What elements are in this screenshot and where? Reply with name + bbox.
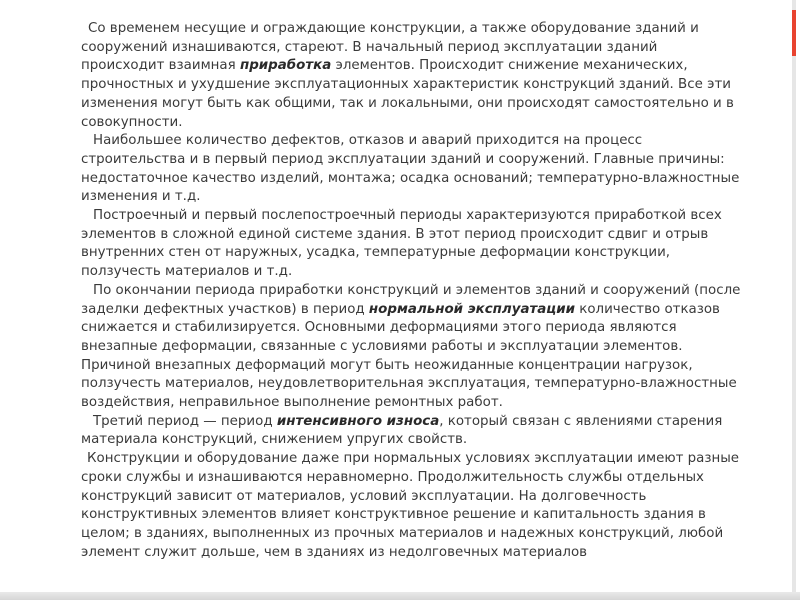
paragraph-construction-periods: Построечный и первый послепостроечный периоды характеризуются приработкой всех элементов в сложной единой системе здания. В этот период происходит сдвиг и отрыв внутренних стен от наружных, усадка, температурные деформации конструкции, ползучесть материалов и т.д. bbox=[81, 208, 722, 280]
paragraph-text: элементов. Происходит снижение механических, прочностных и ухудшение эксплуатационных характеристик конструкций зданий. Все эти изменения могут быть как общими, так и локальными, они происходят самостоятельно и в совокупности. bbox=[81, 58, 734, 130]
paragraph-normal-operation bbox=[81, 282, 741, 413]
paragraph-text: По окончании периода приработки конструкций и элементов зданий и сооружений (после заделки дефектных участков) в период bbox=[81, 282, 741, 317]
paragraph-text: Со временем несущие и ограждающие конструкции, а также оборудование зданий и сооружений изнашиваются, стареют. В начальный период эксплуатации зданий происходит взаимная bbox=[81, 21, 699, 74]
term-running-in: приработка bbox=[239, 58, 332, 74]
slide-body-text bbox=[81, 20, 741, 562]
paragraph-text: Третий период — период bbox=[93, 413, 277, 429]
term-normal-operation: нормальной эксплуатации bbox=[368, 301, 575, 317]
term-intensive-wear: интенсивного износа bbox=[276, 413, 440, 429]
accent-bar bbox=[792, 10, 796, 56]
paragraph-text: количество отказов снижается и стабилизируется. Основными деформациями этого периода являются внезапные деформации, связанные с условиями работы и эксплуатации элементов. Причиной внезапных деформаций могут быть неожиданные концентрации нагрузок, ползучесть материалов, неудовлетворительная эксплуатация, температурно-влажностные воздействия, неправильное выполнение ремонтных работ. bbox=[81, 301, 737, 411]
paragraph-text: , который связан с явлениями старения материала конструкций, снижением упругих свойств. bbox=[81, 413, 723, 448]
bottom-border bbox=[0, 592, 800, 600]
paragraph-service-life: Конструкции и оборудование даже при нормальных условиях эксплуатации имеют разные сроки службы и изнашиваются неравномерно. Продолжительность службы отдельных конструкций зависит от материалов, условий эксплуатации. На долговечность конструктивных элементов влияет конструктивное решение и капитальность здания в целом; в зданиях, выполненных из прочных материалов и надежных конструкций, любой элемент служит дольше, чем в зданиях из недолговечных материалов bbox=[81, 451, 740, 560]
paragraph-intensive-wear bbox=[81, 413, 741, 450]
paragraph-defects: Наибольшее количество дефектов, отказов и аварий приходится на процесс строительства и в первый период эксплуатации зданий и сооружений. Главные причины: недостаточное качество изделий, монтажа; осадка оснований; температурно-влажностные изменения и т.д. bbox=[81, 133, 740, 205]
paragraph-break-in-period bbox=[81, 20, 741, 132]
right-frame-border bbox=[792, 0, 796, 600]
